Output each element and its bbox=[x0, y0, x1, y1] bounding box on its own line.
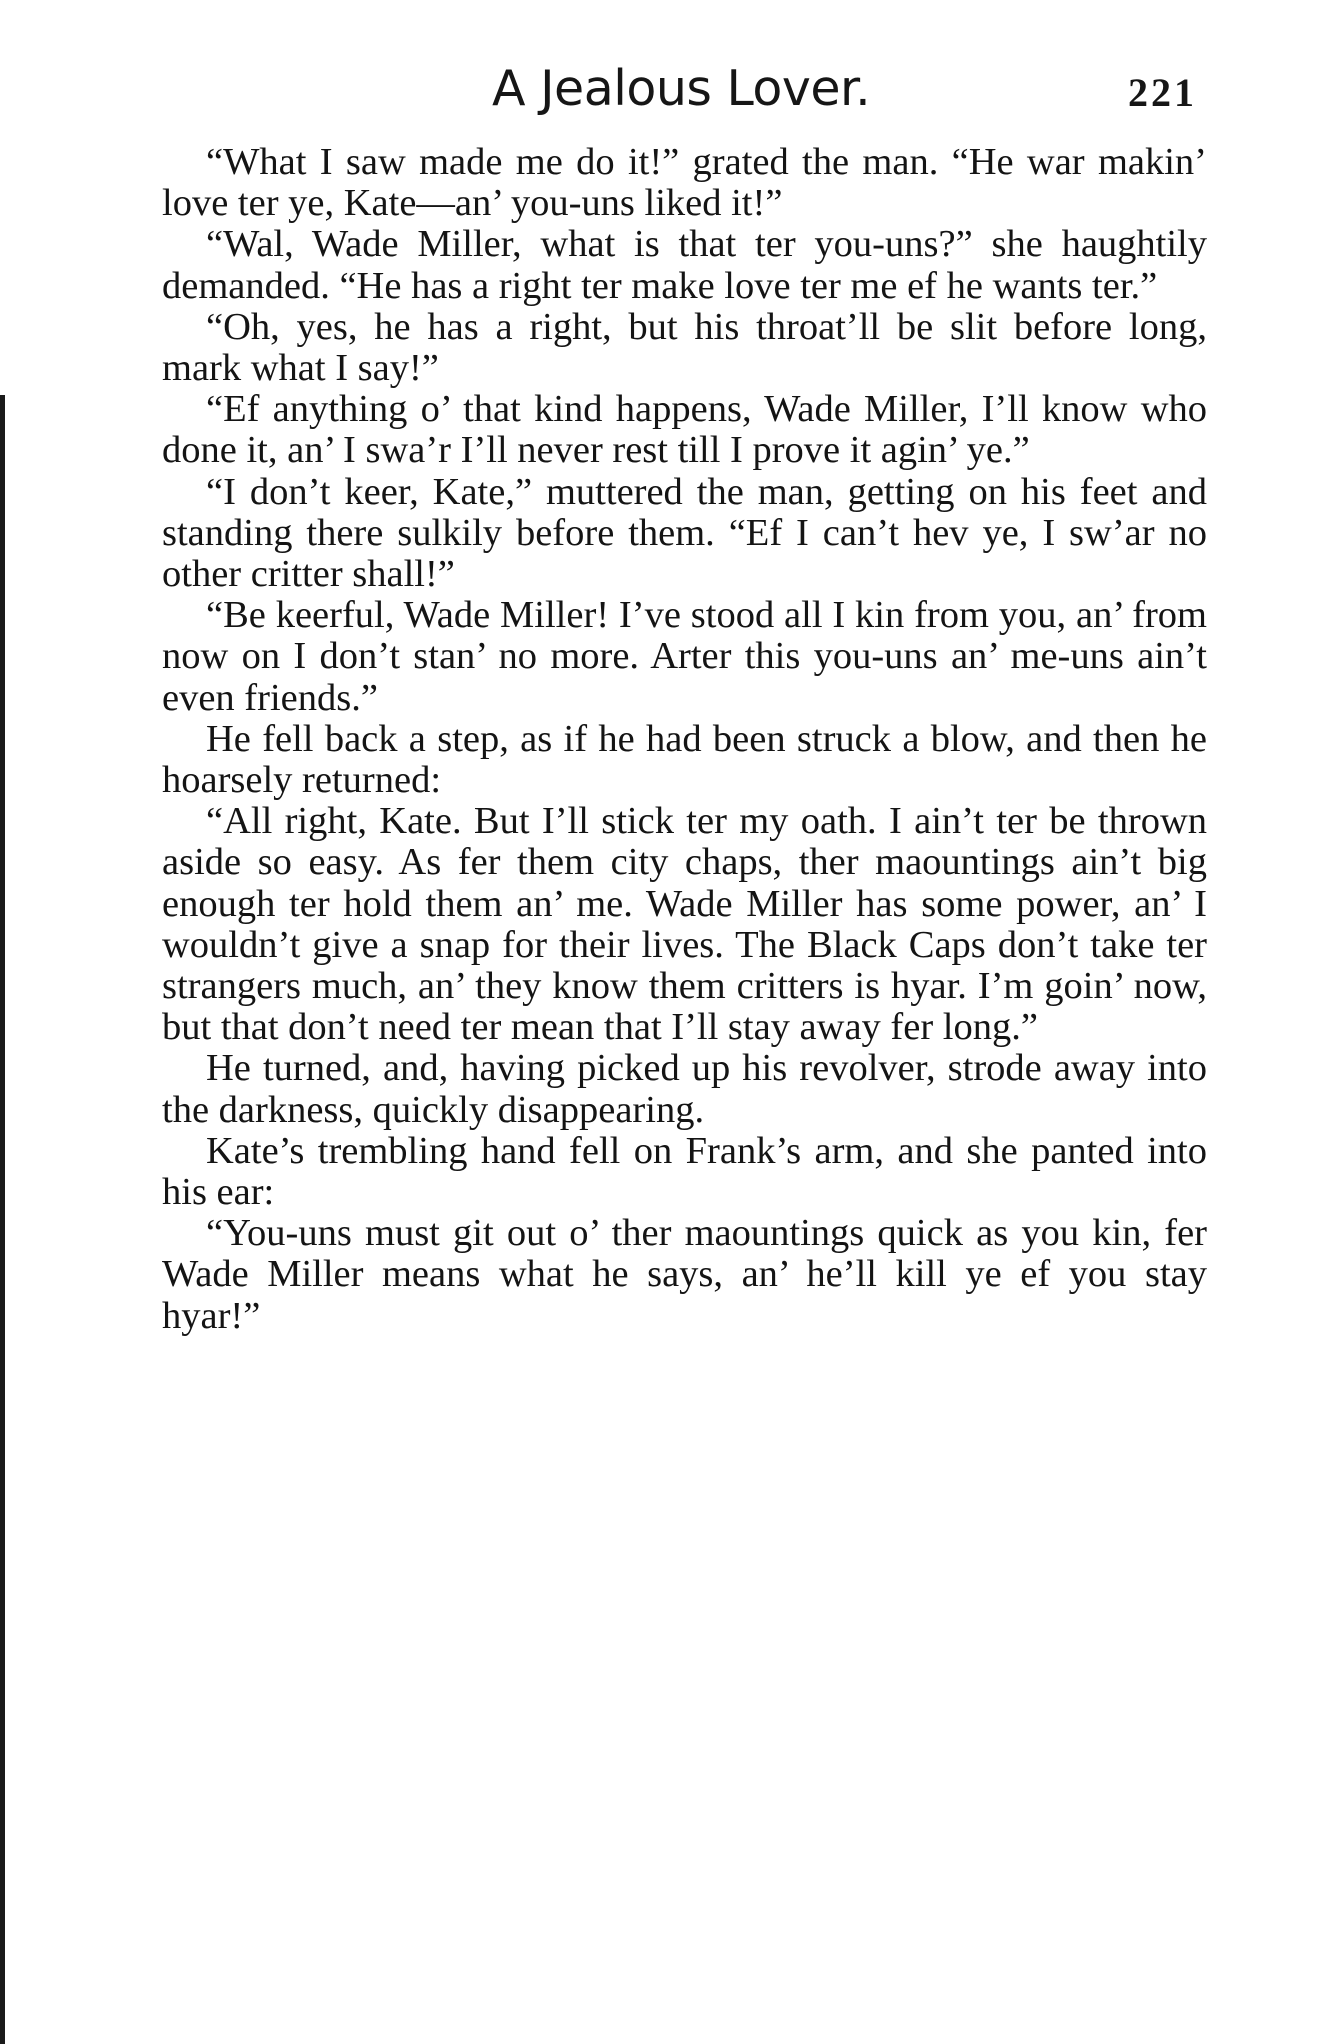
paragraph: Kate’s trembling hand fell on Frank’s arm, and she panted into his ear: bbox=[162, 1129, 1207, 1214]
paragraph: “All right, Kate. But I’ll stick ter my oath. I ain’t ter be thrown aside so easy. As fer them city chaps, ther maountings ain’t big enough ter hold them an’ me. Wade Miller has some power, an’ I wouldn’t give a snap for their lives. The Black Caps don’t take ter strangers much, an’ they know them critters is hyar. I’m goin’ now, but that don’t need ter mean that I’ll stay away fer long.” bbox=[162, 800, 1207, 1049]
body-text bbox=[162, 142, 1207, 1337]
page-header bbox=[0, 54, 1326, 124]
paragraph: He fell back a step, as if he had been struck a blow, and then he hoarsely returned: bbox=[162, 717, 1207, 802]
page-number: 221 bbox=[1128, 70, 1197, 115]
paragraph: “What I saw made me do it!” grated the man. “He war makin’ love ter ye, Kate—an’ you-uns liked it!” bbox=[162, 141, 1207, 225]
paragraph: “Oh, yes, he has a right, but his throat’ll be slit before long, mark what I say!” bbox=[162, 305, 1207, 390]
paragraph: He turned, and, having picked up his revolver, strode away into the darkness, quickly disappearing. bbox=[162, 1047, 1207, 1131]
paragraph: “You-uns must git out o’ ther maountings quick as you kin, fer Wade Miller means what he says, an’ he’ll kill ye ef you stay hyar!” bbox=[162, 1212, 1207, 1337]
binding-edge bbox=[0, 395, 5, 2044]
running-title: A Jealous Lover. bbox=[492, 60, 871, 117]
paragraph: “Ef anything o’ that kind happens, Wade Miller, I’ll know who done it, an’ I swa’r I’ll never rest till I prove it agin’ ye.” bbox=[162, 388, 1207, 472]
paragraph: “I don’t keer, Kate,” muttered the man, getting on his feet and standing there sulkily before them. “Ef I can’t hev ye, I sw’ar no other critter shall!” bbox=[162, 470, 1207, 596]
paragraph: “Be keerful, Wade Miller! I’ve stood all I kin from you, an’ from now on I don’t stan’ no more. Arter this you-uns an’ me-uns ain’t even friends.” bbox=[162, 594, 1207, 719]
paragraph: “Wal, Wade Miller, what is that ter you-uns?” she haughtily demanded. “He has a right ter make love ter me ef he wants ter.” bbox=[162, 223, 1207, 307]
